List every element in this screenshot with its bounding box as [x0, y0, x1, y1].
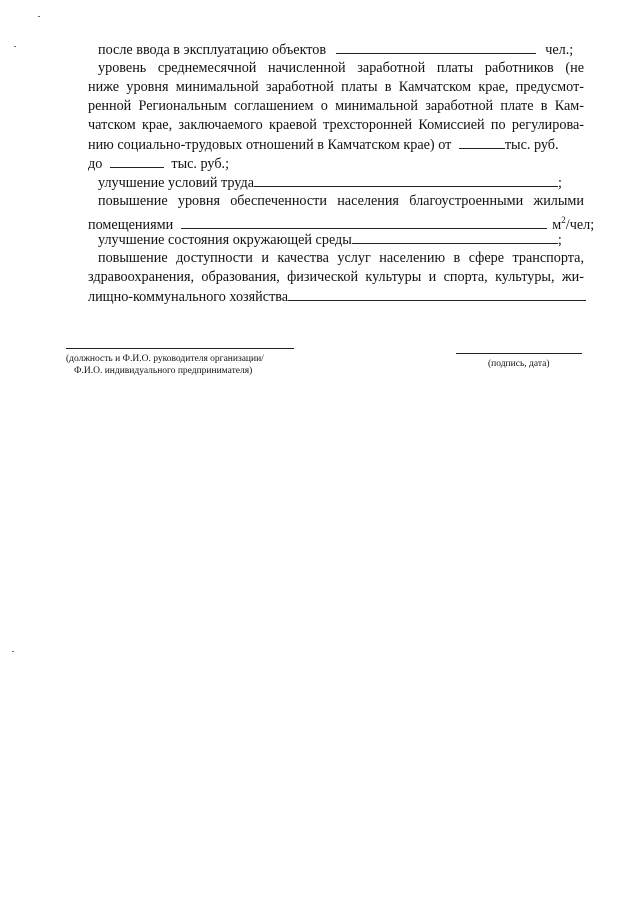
environment-blank: [352, 230, 558, 244]
services-blank: [288, 287, 586, 301]
commissioning-unit: чел.;: [545, 42, 574, 58]
signature-date-line: [456, 353, 582, 354]
commissioning-label: после ввода в эксплуатацию объектов: [98, 42, 327, 58]
environment-label: улучшение состояния окружающей среды: [98, 232, 352, 248]
environment-end: ;: [557, 232, 562, 248]
labor-blank: [254, 173, 558, 187]
commissioning-blank: [336, 40, 536, 54]
salary-from-unit: тыс. руб.: [504, 137, 559, 153]
environment-line: [98, 230, 584, 250]
position-name-caption-line-1: (должность и Ф.И.О. руководителя организации/: [66, 354, 264, 364]
services-line-3: [88, 287, 584, 307]
scan-speck: [14, 46, 16, 47]
housing-label: помещениями: [88, 217, 174, 233]
salary-line-2: ниже уровня минимальной заработной платы в Камчатском крае, предусмот-: [88, 79, 584, 95]
salary-line-4: чатском крае, заключаемого краевой трехсторонней Комиссией по регулирова-: [88, 117, 584, 133]
labor-end: ;: [558, 175, 562, 191]
housing-unit-main: м: [552, 217, 562, 233]
signature-date-caption: (подпись, дата): [488, 359, 550, 369]
services-line-2: здравоохранения, образования, физической культуры и спорта, культуры, жи-: [88, 269, 584, 285]
salary-line-5: [88, 135, 584, 155]
housing-line-1: повышение уровня обеспеченности населения благоустроенными жилыми: [98, 193, 584, 209]
scan-speck: [38, 16, 40, 17]
salary-from-label: нию социально-трудовых отношений в Камчатском крае) от: [88, 137, 452, 153]
position-name-caption-line-2: Ф.И.О. индивидуального предпринимателя): [74, 366, 253, 376]
salary-to-blank: [110, 154, 164, 168]
salary-line-1: уровень среднемесячной начисленной заработной платы работников (не: [98, 60, 584, 76]
housing-blank: [181, 215, 547, 229]
position-name-signature-line: [66, 348, 294, 349]
scan-speck: [12, 651, 14, 652]
housing-unit-tail: /чел;: [565, 217, 595, 233]
housing-unit-sup: 2: [561, 215, 566, 225]
labor-label: улучшение условий труда: [98, 175, 255, 191]
position-name-caption: [66, 353, 264, 377]
salary-line-3: ренной Региональным соглашением о минимальной заработной плате в Кам-: [88, 98, 584, 114]
salary-line-6: [88, 154, 584, 174]
labor-line: [98, 173, 584, 193]
salary-to-unit: тыс. руб.;: [171, 156, 230, 172]
salary-to-label: до: [88, 156, 103, 172]
services-line-1: повышение доступности и качества услуг населению в сфере транспорта,: [98, 250, 584, 266]
services-label: лищно-коммунального хозяйства: [88, 289, 289, 305]
commissioning-line: [98, 40, 584, 60]
salary-from-blank: [459, 135, 505, 149]
